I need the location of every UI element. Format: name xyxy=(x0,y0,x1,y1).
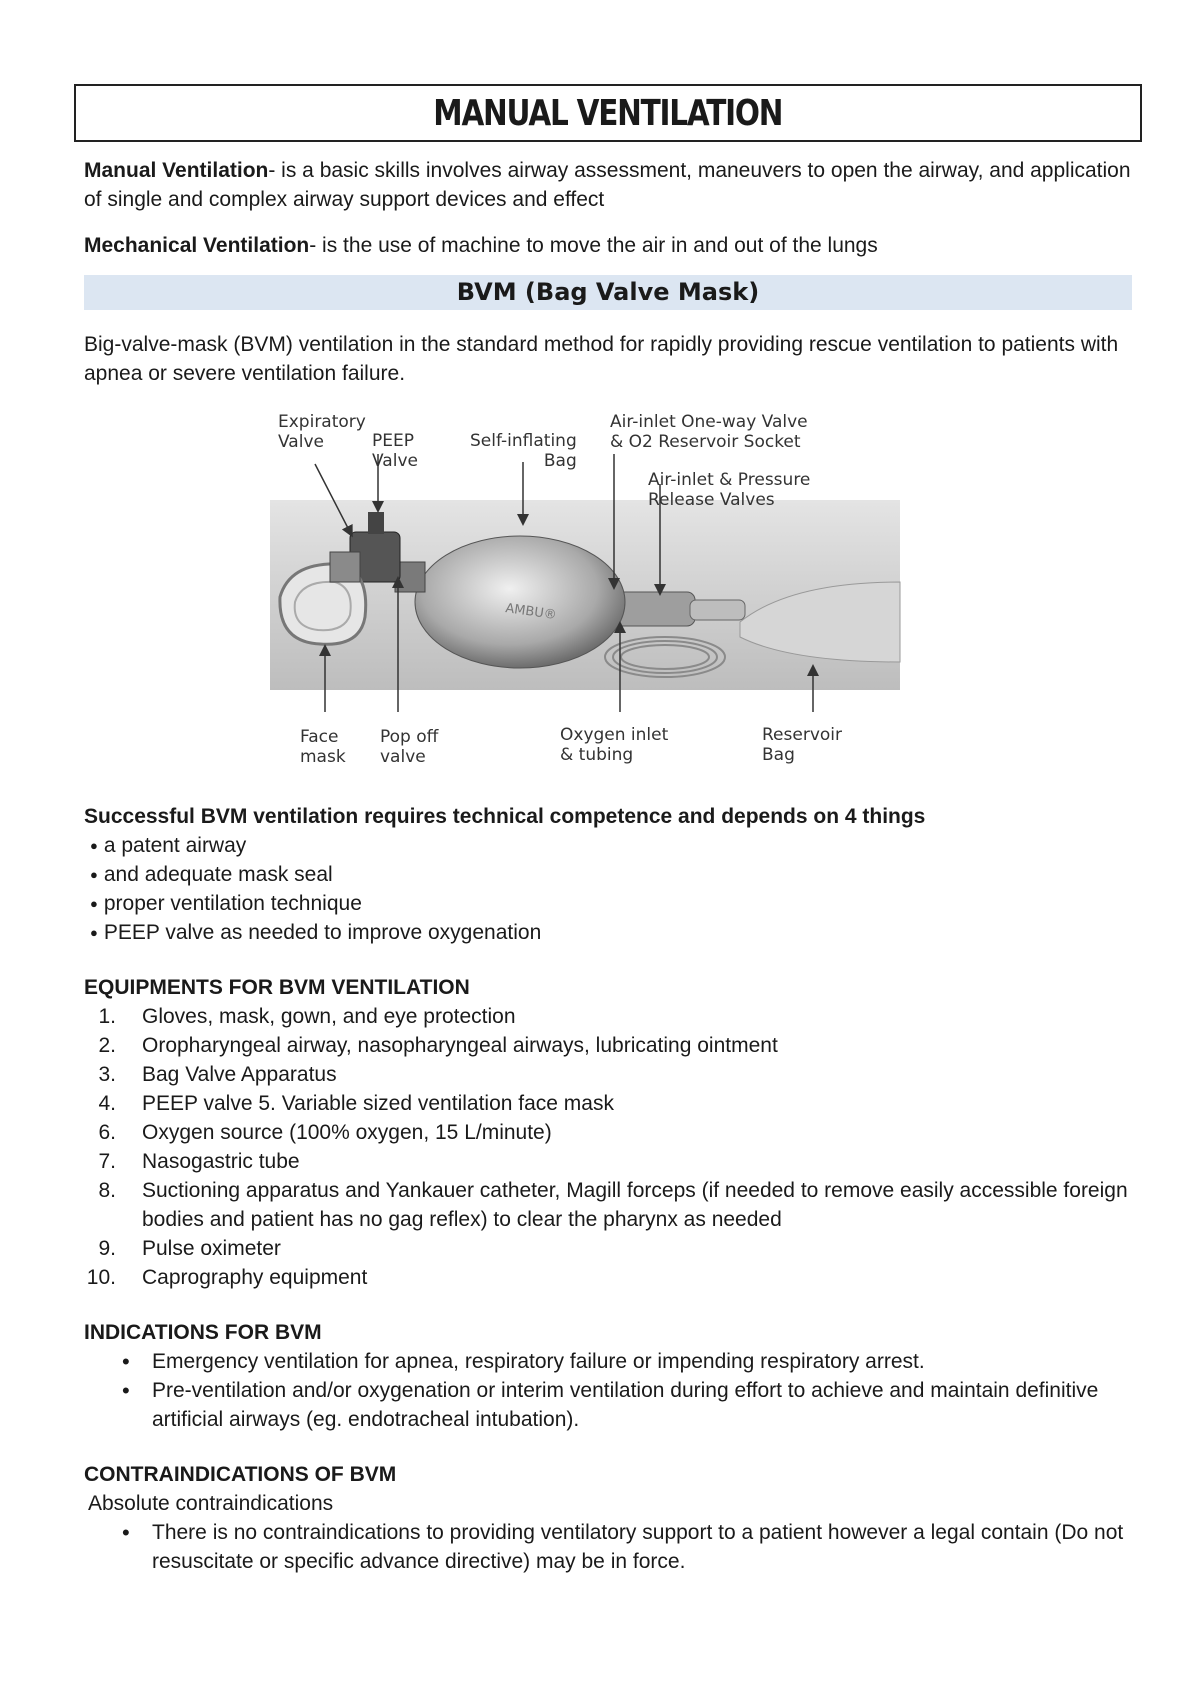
success-list xyxy=(84,831,1132,947)
list-item: 3. Bag Valve Apparatus xyxy=(98,1063,337,1086)
definition-mechanical xyxy=(84,231,1132,260)
self-inflating-bag-shape xyxy=(415,536,625,668)
bag-brand-text: AMBU® xyxy=(504,601,558,624)
contraindications-subheading: Absolute contraindications xyxy=(88,1492,334,1515)
equipments-list xyxy=(84,1002,1132,1292)
list-item: ● PEEP valve as needed to improve oxygenation xyxy=(90,918,1132,947)
definition-text: - is a basic skills involves airway assessment, maneuvers to open the airway, and application of single and complex airway support devices and effect xyxy=(84,159,1131,211)
list-item: • Pre-ventilation and/or oxygenation or interim ventilation during effort to achieve and maintain definitive artificial airways (eg. endotracheal intubation). xyxy=(84,1376,1132,1434)
list-item: 9. Pulse oximeter xyxy=(98,1237,281,1260)
list-item: 4. PEEP valve 5. Variable sized ventilation face mask xyxy=(98,1092,614,1115)
definition-term: Manual Ventilation xyxy=(84,159,269,182)
list-item: 1. Gloves, mask, gown, and eye protection xyxy=(98,1005,516,1028)
label-air-inlet-pressure: Air-inlet & Pressure Release Valves xyxy=(648,470,811,510)
label-peep-valve: PEEP Valve xyxy=(372,431,418,471)
equipments-heading: EQUIPMENTS FOR BVM VENTILATION xyxy=(84,976,470,999)
list-item: • There is no contraindications to providing ventilatory support to a patient however a legal contain (Do not resuscitate or specific advance directive) may be in force. xyxy=(84,1518,1132,1576)
title-box xyxy=(74,84,1142,142)
contraindications-heading: CONTRAINDICATIONS OF BVM xyxy=(84,1463,397,1486)
list-item: • Emergency ventilation for apnea, respiratory failure or impending respiratory arrest. xyxy=(84,1347,1132,1376)
list-item: 6. Oxygen source (100% oxygen, 15 L/minute) xyxy=(98,1121,552,1144)
label-expiratory-valve: Expiratory Valve xyxy=(278,412,366,452)
label-air-inlet-oneway: Air-inlet One-way Valve & O2 Reservoir Socket xyxy=(610,412,808,452)
label-pop-off-valve: Pop off valve xyxy=(380,727,439,767)
intro-paragraph: Big-valve-mask (BVM) ventilation in the standard method for rapidly providing rescue ventilation to patients with apnea or severe ventilation failure. xyxy=(84,333,1119,385)
list-item: 2. Oropharyngeal airway, nasopharyngeal airways, lubricating ointment xyxy=(98,1034,778,1057)
label-reservoir-bag: Reservoir Bag xyxy=(762,725,842,765)
indications-heading: INDICATIONS FOR BVM xyxy=(84,1321,322,1344)
label-face-mask: Face mask xyxy=(300,727,346,767)
definition-text: - is the use of machine to move the air in and out of the lungs xyxy=(309,234,878,257)
bvm-diagram xyxy=(270,412,910,792)
list-item: 7. Nasogastric tube xyxy=(98,1150,300,1173)
section-band xyxy=(84,275,1132,310)
inlet-valve-shape xyxy=(615,592,695,626)
band-title: BVM (Bag Valve Mask) xyxy=(456,278,760,306)
list-item: ● and adequate mask seal xyxy=(90,860,1132,889)
label-oxygen-inlet: Oxygen inlet & tubing xyxy=(560,725,669,765)
definition-term: Mechanical Ventilation xyxy=(84,234,310,257)
contraindications-list xyxy=(84,1518,1132,1576)
list-item: 10. Caprography equipment xyxy=(86,1266,368,1289)
list-item: 8. Suctioning apparatus and Yankauer catheter, Magill forceps (if needed to remove easily accessible foreign bodies and patient has no gag reflex) to clear the pharynx as needed xyxy=(98,1179,1128,1231)
list-item: ● proper ventilation technique xyxy=(90,889,1132,918)
definition-manual xyxy=(84,156,1132,214)
document-page xyxy=(84,84,1132,1576)
label-self-inflating-bag: Self-inflating Bag xyxy=(470,431,577,471)
indications-list xyxy=(84,1347,1132,1434)
success-heading: Successful BVM ventilation requires technical competence and depends on 4 things xyxy=(84,805,926,828)
list-item: ● a patent airway xyxy=(90,831,1132,860)
page-title: MANUAL VENTILATION xyxy=(433,92,783,134)
